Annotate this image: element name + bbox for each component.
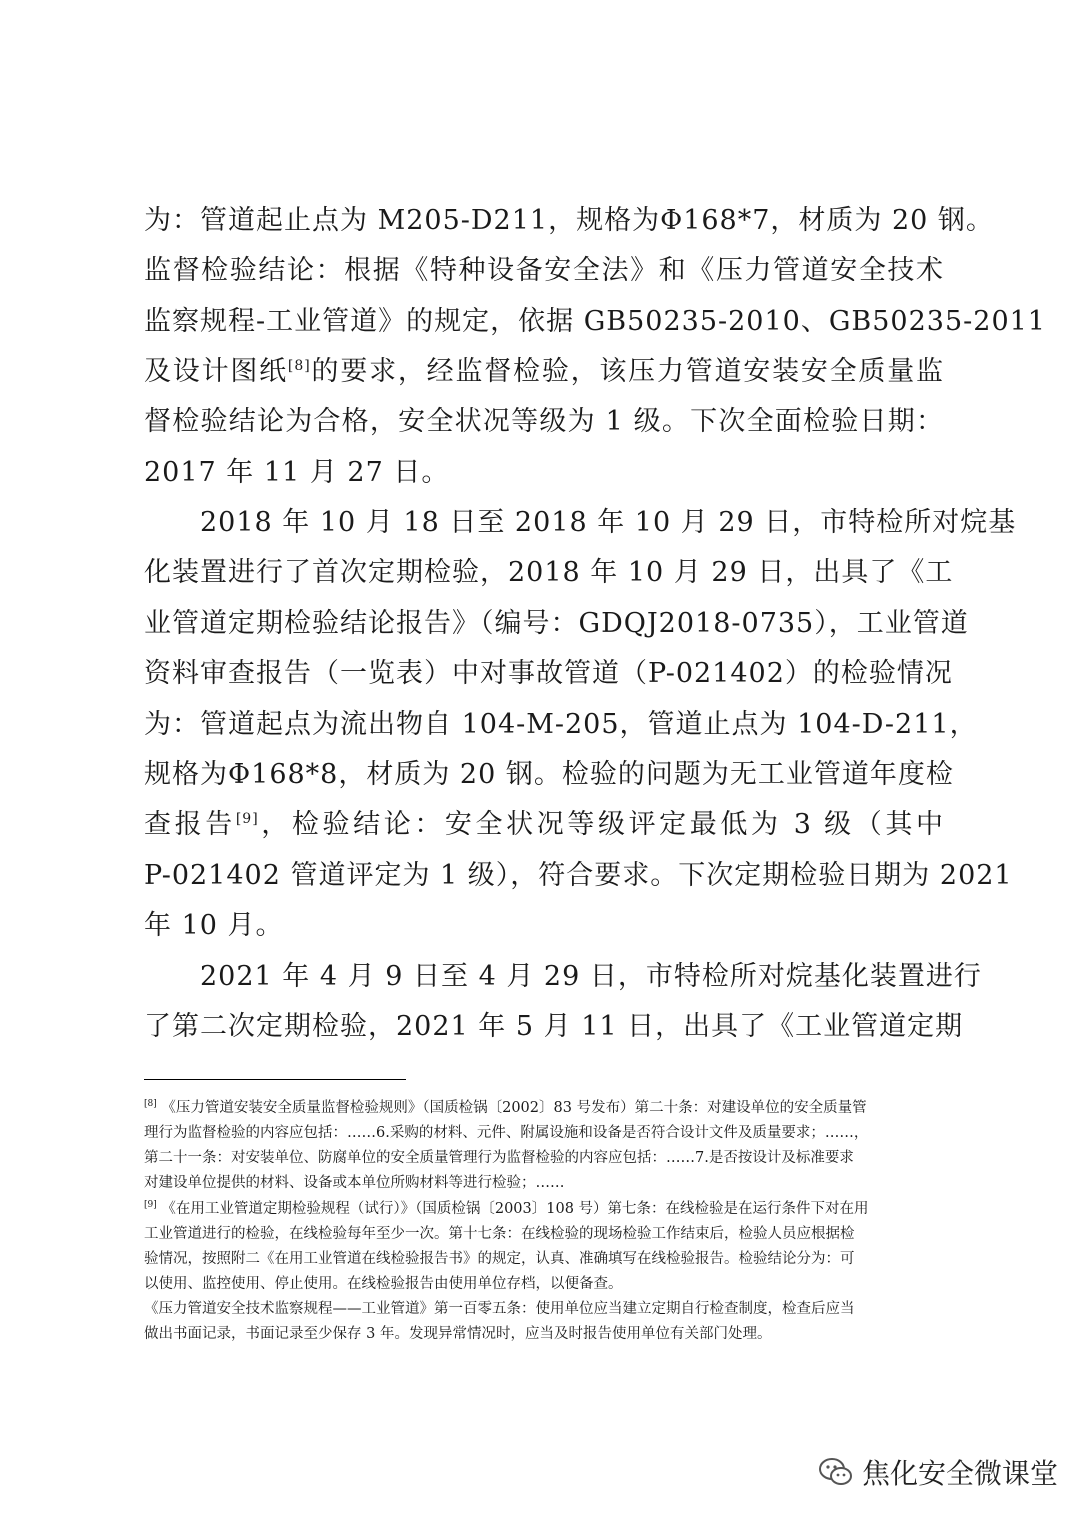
body-text: 查报告 <box>144 809 236 840</box>
watermark-text: 焦化安全微课堂 <box>862 1457 1059 1490</box>
body-line: 规格为Φ168*8，材质为 20 钢。检验的问题为无工业管道年度检 <box>144 759 954 790</box>
footnote-9 <box>144 1197 950 1221</box>
body-line: 了第二次定期检验，2021 年 5 月 11 日，出具了《工业管道定期 <box>144 1011 964 1042</box>
body-line: 2021 年 4 月 9 日至 4 月 29 日，市特检所对烷基化装置进行 <box>200 961 982 992</box>
footnote-line: 工业管道进行的检验，在线检验每年至少一次。第十七条：在线检验的现场检验工作结束后，检验人员应根据检 <box>144 1226 855 1242</box>
footnote-8 <box>144 1096 950 1120</box>
wechat-icon <box>818 1457 854 1487</box>
footnote-line: 第二十一条：对安装单位、防腐单位的安全质量管理行为监督检验的内容应包括：……7.是否按设计及标准要求 <box>144 1150 854 1166</box>
body-line: 为：管道起止点为 M205-D211，规格为Φ168*7，材质为 20 钢。 <box>144 205 994 236</box>
footnote-marker-9: [9] <box>144 1200 157 1211</box>
body-line: 2018 年 10 月 18 日至 2018 年 10 月 29 日，市特检所对烷基 <box>200 507 1017 538</box>
body-text: 及设计图纸 <box>144 356 288 387</box>
footnote-marker-8: [8] <box>144 1099 157 1110</box>
body-line: 为：管道起点为流出物自 104-M-205，管道止点为 104-D-211， <box>144 709 978 740</box>
body-line: 业管道定期检验结论报告》（编号：GDQJ2018-0735），工业管道 <box>144 608 969 639</box>
footnote-line: 验情况，按照附二《在用工业管道在线检验报告书》的规定，认真、准确填写在线检验报告。检验结论分为：可 <box>144 1251 855 1267</box>
body-line: 督检验结论为合格，安全状况等级为 1 级。下次全面检验日期： <box>144 406 944 437</box>
footnote-line: 对建设单位提供的材料、设备或本单位所购材料等进行检验；…… <box>144 1175 565 1191</box>
body-text: ，检验结论：安全状况等级评定最低为 3 级（其中 <box>258 809 945 840</box>
footnote-separator <box>144 1079 406 1080</box>
footnote-line: 做出书面记录，书面记录至少保存 3 年。发现异常情况时，应当及时报告使用单位有关部门处理。 <box>144 1326 772 1342</box>
body-line: 资料审查报告（一览表）中对事故管道（P-021402）的检验情况 <box>144 658 953 689</box>
body-line: 监督检验结论：根据《特种设备安全法》和《压力管道安全技术 <box>144 255 944 286</box>
footnote-ref-8[interactable]: [8] <box>287 358 311 374</box>
footnote-text: 《在用工业管道定期检验规程（试行）》（国质检锅〔2003〕108 号）第七条：在线检验是在运行条件下对在用 <box>161 1201 869 1217</box>
footnote-ref-9[interactable]: [9] <box>235 811 259 827</box>
body-line: 化装置进行了首次定期检验，2018 年 10 月 29 日，出具了《工 <box>144 557 954 588</box>
body-line <box>144 350 944 394</box>
body-line: 2017 年 11 月 27 日。 <box>144 457 450 488</box>
footnote-text: 《压力管道安装安全质量监督检验规则》（国质检锅〔2002〕83 号发布）第二十条：对建设单位的安全质量管 <box>161 1100 867 1116</box>
body-line: P-021402 管道评定为 1 级），符合要求。下次定期检验日期为 2021 <box>144 860 1013 891</box>
body-line <box>144 803 944 847</box>
body-text: 的要求，经监督检验，该压力管道安装安全质量监 <box>310 356 945 387</box>
footnote-line: 以使用、监控使用、停止使用。在线检验报告由使用单位存档，以便备查。 <box>144 1276 623 1292</box>
footnote-line: 《压力管道安全技术监察规程——工业管道》第一百零五条：使用单位应当建立定期自行检查制度，检查后应当 <box>144 1301 855 1317</box>
watermark <box>818 1452 1058 1492</box>
footnote-line: 理行为监督检验的内容应包括：……6.采购的材料、元件、附属设施和设备是否符合设计文件及质量要求；……， <box>144 1125 869 1141</box>
body-line: 监察规程-工业管道》的规定，依据 GB50235-2010、GB50235-2011 <box>144 306 1046 337</box>
body-line: 年 10 月。 <box>144 910 284 941</box>
